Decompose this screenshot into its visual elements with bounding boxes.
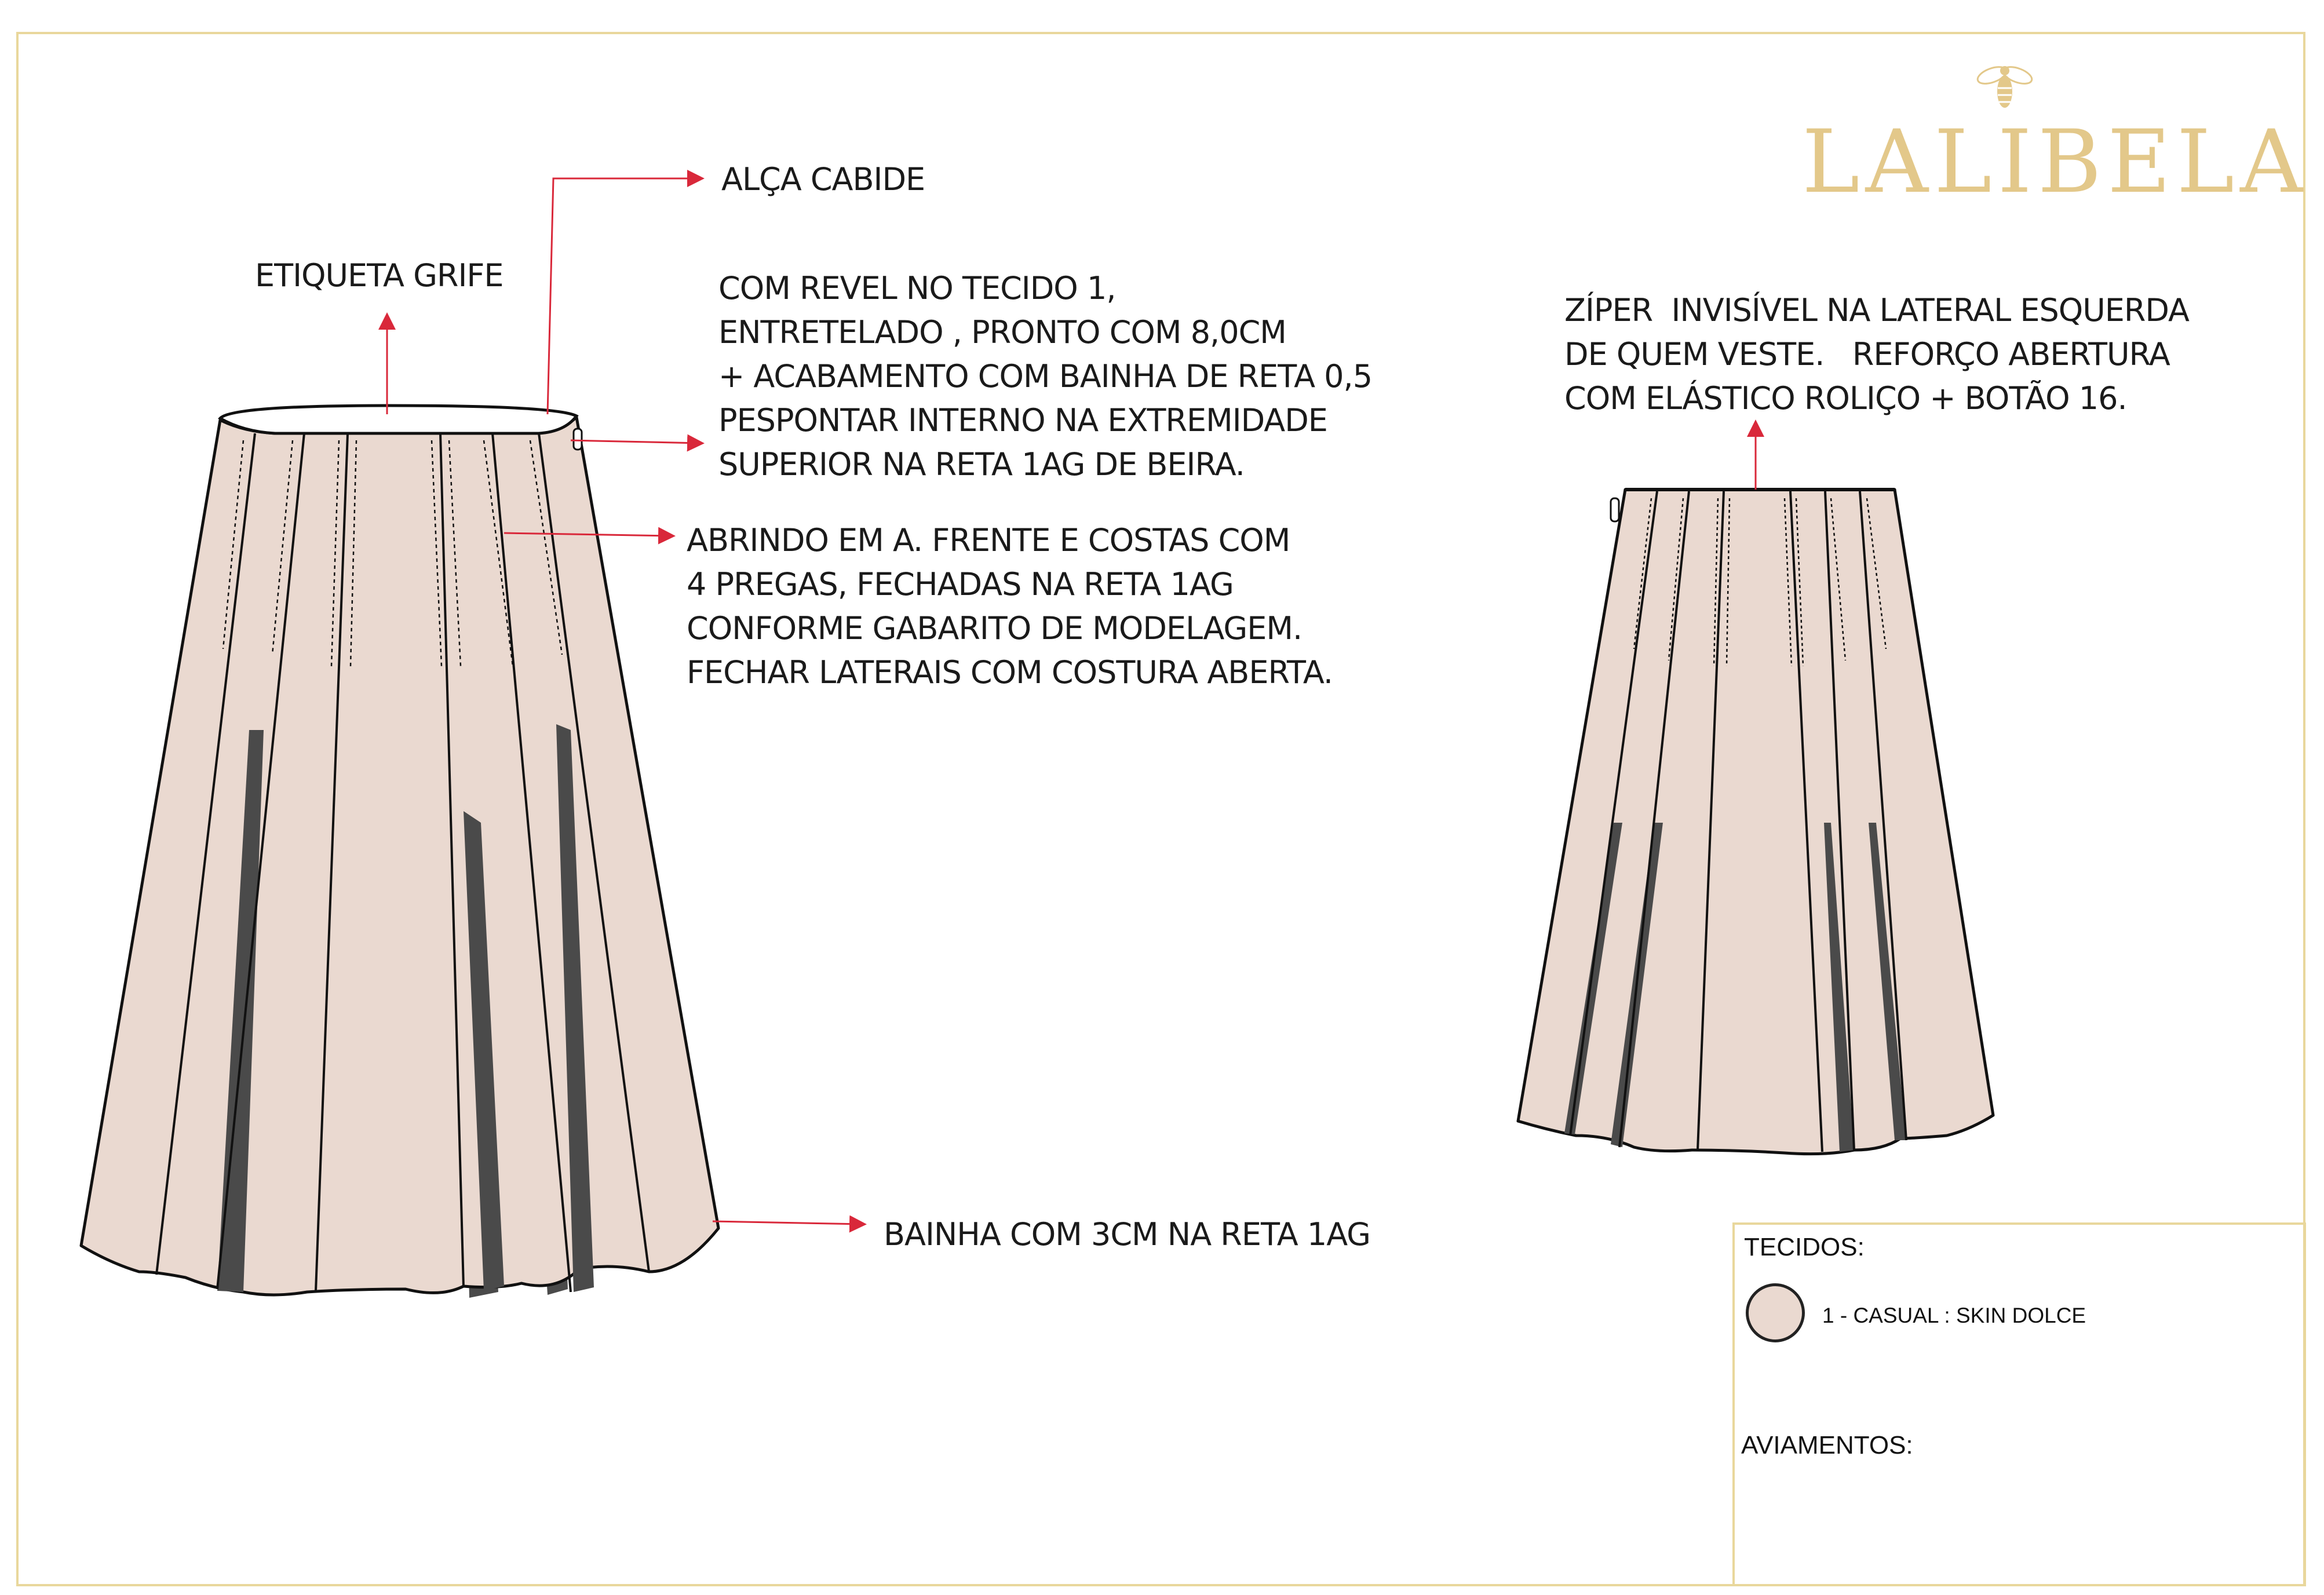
label-pregas: ABRINDO EM A. FRENTE E COSTAS COM 4 PREGAS, FECHADAS NA RETA 1AG CONFORME GABARITO DE MODELAGEM. FECHAR LATERAIS COM COSTURA ABERTA.	[687, 522, 1333, 691]
fabric-1-label: 1 - CASUAL : SKIN DOLCE	[1822, 1304, 2086, 1327]
label-etiqueta-grife: ETIQUETA GRIFE	[255, 257, 504, 294]
arrow-bainha	[713, 1221, 863, 1224]
front-skirt	[81, 406, 718, 1298]
fabric-swatch	[1746, 1283, 1805, 1342]
materials-panel	[1732, 1222, 2306, 1586]
skirt-body	[81, 417, 718, 1295]
waistband	[220, 406, 577, 433]
zipper-pull-icon	[1611, 498, 1619, 521]
arrow-cos	[571, 440, 701, 443]
label-cos: COM REVEL NO TECIDO 1, ENTRETELADO , PRONTO COM 8,0CM + ACABAMENTO COM BAINHA DE RETA 0,5 PESPONTAR INTERNO NA EXTREMIDADE SUPERIOR NA RETA 1AG DE BEIRA.	[718, 270, 1373, 483]
back-skirt	[1518, 490, 1993, 1154]
skirt-body	[1518, 490, 1993, 1154]
label-ziper: ZÍPER INVISÍVEL NA LATERAL ESQUERDA DE QUEM VESTE. REFORÇO ABERTURA COM ELÁSTICO ROLIÇO + BOTÃO 16.	[1564, 292, 2189, 417]
label-bainha: BAINHA COM 3CM NA RETA 1AG	[884, 1216, 1371, 1253]
trims-heading: AVIAMENTOS:	[1741, 1431, 1913, 1459]
label-alca-cabide: ALÇA CABIDE	[721, 161, 925, 198]
brand-logo: LALIBELA	[1802, 112, 2309, 213]
fabrics-heading: TECIDOS:	[1744, 1233, 1865, 1261]
arrow-alca	[548, 178, 701, 414]
zipper-pull-icon	[574, 429, 582, 450]
